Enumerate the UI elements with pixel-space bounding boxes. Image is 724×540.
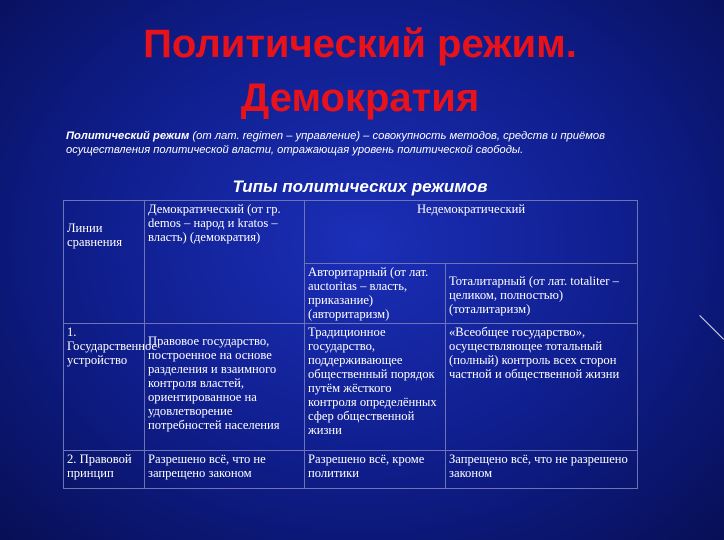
header-nondemocratic-text: Недемократический [416, 202, 526, 216]
header-totalitarian-text: Тоталитарный (от лат. totaliter – целиком, полностью) (тоталитаризм) [449, 274, 619, 316]
header-compare-text: Линии сравнения [67, 221, 123, 249]
table-subtitle: Типы политических режимов [232, 177, 488, 196]
table-header-row [64, 201, 638, 264]
row1-label-text: 1. Государственное устройство [67, 325, 158, 367]
row2-totalitarian-cell [446, 451, 638, 489]
row1-authoritarian-cell [305, 324, 446, 451]
definition-body: (от лат. regimen – управление) – совокупность методов, средств и приёмов осуществления политической власти, отражающая уровень политической свободы. [66, 130, 605, 156]
row2-label-text: 2. Правовой принцип [67, 452, 132, 480]
header-authoritarian-cell [305, 264, 446, 324]
row2-totalitarian-text: Запрещено всё, что не разрешено законом [449, 452, 628, 480]
slide-title-line1: Политический режим. [143, 22, 577, 66]
definition-text [66, 129, 666, 157]
row1-democratic-cell [145, 324, 305, 451]
header-authoritarian-text: Авторитарный (от лат. auctoritas – власть, приказание) (авторитаризм) [308, 265, 429, 321]
header-democratic-text: Демократический (от гр. demos – народ и kratos – власть) (демократия) [148, 202, 281, 244]
decorative-line [699, 315, 724, 340]
row1-label-cell [64, 324, 158, 451]
header-compare-cell [64, 201, 145, 324]
regimes-table [63, 200, 638, 489]
row2-authoritarian-cell [305, 451, 446, 489]
header-nondemocratic-cell [305, 201, 638, 264]
row1-totalitarian-text: «Всеобщее государство», осуществляющее тотальный (полный) контроль всех сторон частной и общественной жизни [449, 325, 620, 381]
table-row [64, 324, 638, 451]
row2-democratic-cell [145, 451, 305, 489]
slide-title-line2: Демократия [240, 76, 480, 120]
row1-authoritarian-text: Традиционное государство, поддерживающее общественный порядок путём жёсткого контроля определённых сфер общественной жизни [308, 325, 437, 437]
row2-democratic-text: Разрешено всё, что не запрещено законом [148, 452, 266, 480]
row1-democratic-text: Правовое государство, построенное на основе разделения и взаимного контроля властей, ориентированное на удовлетворение потребностей населения [148, 334, 280, 432]
table-row [64, 451, 638, 489]
row1-totalitarian-cell [446, 324, 638, 451]
row2-authoritarian-text: Разрешено всё, кроме политики [308, 452, 425, 480]
definition-term: Политический режим [66, 130, 190, 142]
row2-label-cell [64, 451, 145, 489]
header-democratic-cell [145, 201, 305, 324]
header-totalitarian-cell [446, 264, 638, 324]
